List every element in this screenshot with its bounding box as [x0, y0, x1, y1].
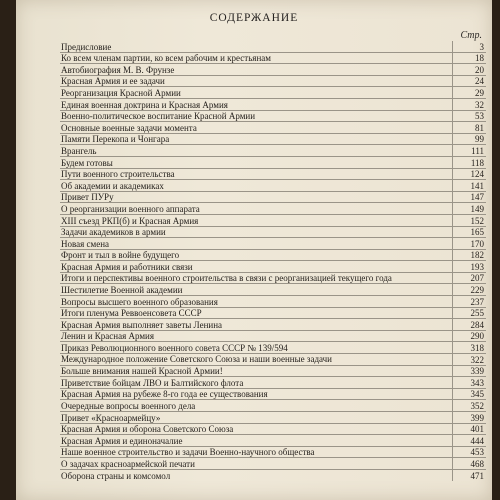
toc-entry-page: 399	[470, 412, 484, 423]
column-divider	[452, 238, 453, 249]
column-divider	[452, 134, 453, 145]
toc-entry	[60, 376, 486, 388]
toc-entry-title: Врангель	[61, 145, 97, 156]
column-divider	[452, 424, 453, 435]
toc-entry-title: Новая смена	[61, 238, 110, 249]
toc-entry-title: Очередные вопросы военного дела	[61, 401, 196, 411]
toc-entry	[60, 133, 486, 145]
toc-entry-title: Приветствие бойцам ЛВО и Балтийского флота	[61, 377, 244, 388]
column-divider	[452, 227, 453, 238]
toc-entry-title: Привет «Красноармейцу»	[61, 412, 161, 423]
toc-entry-page: 24	[475, 76, 484, 87]
toc-entry-title: Вопросы высшего военного образования	[61, 296, 218, 307]
toc-entry-title: Шестилетие Военной академии	[61, 285, 183, 296]
toc-entry-page: 147	[470, 192, 484, 203]
toc-entry	[60, 272, 486, 284]
toc-entry-page: 401	[470, 424, 484, 435]
toc-entry	[60, 330, 486, 342]
column-divider	[452, 284, 453, 295]
column-divider	[452, 389, 453, 400]
toc-entry-title: Красная Армия и ее задачи	[61, 76, 165, 87]
toc-entry-title: Пути военного строительства	[61, 169, 175, 180]
toc-entry	[60, 52, 486, 64]
toc-entry-title: Об академии и академиках	[61, 180, 164, 191]
toc-entry	[60, 179, 486, 191]
toc-entry	[60, 121, 486, 133]
column-divider	[452, 261, 453, 272]
toc-entry-title: Задачи академиков в армии	[61, 227, 166, 238]
toc-entry-page: 53	[475, 111, 484, 122]
column-divider	[452, 308, 453, 319]
toc-entry	[60, 399, 486, 411]
toc-entry-page: 99	[475, 134, 484, 145]
column-divider	[452, 215, 453, 226]
toc-entry-page: 207	[470, 273, 484, 284]
column-divider	[452, 169, 453, 180]
toc-entry-page: 149	[470, 203, 484, 214]
toc-entry-page: 111	[471, 145, 484, 156]
toc-entry-title: Оборона страны и комсомол	[61, 470, 171, 481]
toc-entry	[60, 423, 486, 435]
toc-entry-title: Итоги и перспективы военного строительства в связи с реорганизацией текущего года	[61, 274, 392, 284]
toc-entry-page: 352	[470, 401, 484, 411]
toc-entry	[60, 144, 486, 156]
toc-entry-title: Красная Армия и оборона Советского Союза	[61, 424, 234, 435]
toc-entry	[60, 41, 486, 52]
toc-entry-page: 165	[470, 227, 484, 238]
toc-entry	[60, 341, 486, 353]
column-divider	[452, 342, 453, 353]
toc-entry-title: Больше внимания нашей Красной Армии!	[61, 366, 223, 377]
toc-entry	[60, 156, 486, 168]
column-divider	[452, 41, 453, 52]
toc-entry-title: XIII съезд РКП(б) и Красная Армия	[61, 215, 199, 226]
toc-entry	[60, 191, 486, 203]
toc-entry-page: 32	[475, 99, 484, 110]
toc-entry	[60, 86, 486, 98]
column-divider	[452, 87, 453, 98]
toc-entry-page: 237	[470, 296, 484, 307]
toc-entry-page: 20	[475, 64, 484, 75]
toc-entry	[60, 318, 486, 330]
toc-entry-title: Красная Армия выполняет заветы Ленина	[61, 319, 223, 330]
toc-entry-title: Красная Армия на рубеже 8-го года ее существования	[61, 389, 268, 400]
column-divider	[452, 64, 453, 75]
toc-entry	[60, 295, 486, 307]
toc-entry-title: Ленин и Красная Армия	[61, 331, 155, 342]
toc-entry-page: 3	[479, 41, 484, 52]
toc-entry-page: 193	[470, 261, 484, 272]
toc-entry	[60, 237, 486, 249]
toc-entry-title: О задачах красноармейской печати	[61, 458, 195, 469]
toc-entry-page: 229	[470, 285, 484, 296]
toc-entry	[60, 98, 486, 110]
toc-entry	[60, 63, 486, 75]
column-divider	[452, 273, 453, 284]
toc-entry-page: 453	[470, 447, 484, 458]
page-title: СОДЕРЖАНИЕ	[209, 12, 299, 24]
toc-entry	[60, 75, 486, 87]
toc-entry-title: Наше военное строительство и задачи Военно-научного общества	[61, 447, 315, 457]
toc-entry	[60, 226, 486, 238]
toc-entry-title: Красная Армия и единоначалие	[61, 435, 183, 446]
toc-entry-title: Международное положение Советского Союза и наши военные задачи	[61, 355, 333, 365]
page-column-header: Стр.	[460, 30, 482, 41]
toc-entry	[60, 260, 486, 272]
toc-entry-page: 81	[475, 122, 484, 133]
column-divider	[452, 145, 453, 156]
toc-entry	[60, 457, 486, 469]
toc-entry-page: 322	[470, 354, 484, 365]
toc-entry-page: 284	[470, 319, 484, 330]
column-divider	[452, 470, 453, 481]
toc-entry-page: 345	[470, 389, 484, 400]
toc-entry	[60, 411, 486, 423]
column-divider	[452, 122, 453, 133]
toc-entry-page: 152	[470, 215, 484, 226]
column-divider	[452, 76, 453, 87]
toc-entry-title: Фронт и тыл в войне будущего	[61, 250, 180, 261]
toc-entry	[60, 353, 486, 365]
column-divider	[452, 192, 453, 203]
toc-entry	[60, 283, 486, 295]
column-divider	[452, 400, 453, 411]
column-divider	[452, 319, 453, 330]
toc-entry-title: Военно-политическое воспитание Красной Армии	[61, 111, 256, 122]
toc-entry-title: О реорганизации военного аппарата	[61, 203, 200, 214]
toc-entry-page: 444	[470, 435, 484, 446]
toc-entry-page: 118	[470, 157, 484, 168]
column-divider	[452, 331, 453, 342]
toc-entry	[60, 168, 486, 180]
column-divider	[452, 157, 453, 168]
column-divider	[452, 111, 453, 122]
column-divider	[452, 203, 453, 214]
column-divider	[452, 354, 453, 365]
toc-entry-title: Основные военные задачи момента	[61, 122, 197, 133]
toc-entry-title: Красная Армия и работники связи	[61, 261, 193, 272]
toc-entry	[60, 446, 486, 458]
toc-entry-page: 18	[475, 53, 484, 64]
column-divider	[452, 458, 453, 469]
column-divider	[452, 296, 453, 307]
toc-entry	[60, 365, 486, 377]
book-page	[16, 0, 492, 500]
toc-entry-title: Ко всем членам партии, ко всем рабочим и крестьянам	[61, 53, 271, 64]
toc-entry-page: 29	[475, 87, 484, 98]
toc-entry-page: 318	[470, 343, 484, 354]
column-divider	[452, 377, 453, 388]
toc-entry	[60, 249, 486, 261]
toc-entry	[60, 202, 486, 214]
toc-entry-page: 468	[470, 458, 484, 469]
toc-entry	[60, 110, 486, 122]
column-divider	[452, 447, 453, 458]
toc-entry	[60, 469, 486, 481]
toc-entry-page: 343	[470, 377, 484, 388]
column-divider	[452, 366, 453, 377]
toc-entry-title: Будем готовы	[61, 157, 113, 168]
table-of-contents	[60, 41, 486, 481]
toc-entry-title: Приказ Революционного военного совета СССР № 139/594	[61, 343, 288, 354]
column-divider	[452, 435, 453, 446]
toc-entry-page: 124	[470, 169, 484, 180]
toc-entry	[60, 434, 486, 446]
toc-entry-page: 170	[470, 238, 484, 249]
column-divider	[452, 180, 453, 191]
toc-entry-title: Автобиография М. В. Фрунзе	[61, 64, 175, 75]
toc-entry-page: 182	[470, 250, 484, 261]
toc-entry-title: Реорганизация Красной Армии	[61, 87, 181, 98]
toc-entry-title: Итоги пленума Реввоенсовета СССР	[61, 308, 202, 319]
toc-entry	[60, 388, 486, 400]
toc-entry	[60, 307, 486, 319]
column-divider	[452, 412, 453, 423]
toc-entry-page: 339	[470, 366, 484, 377]
column-divider	[452, 99, 453, 110]
toc-entry-page: 141	[470, 180, 484, 191]
toc-entry-page: 255	[470, 308, 484, 319]
toc-entry-title: Единая военная доктрина и Красная Армия	[61, 99, 228, 110]
toc-entry-title: Памяти Перекопа и Чонгара	[61, 134, 170, 145]
toc-entry-title: Привет ПУРу	[61, 192, 114, 203]
toc-entry-page: 471	[470, 470, 484, 481]
toc-entry	[60, 214, 486, 226]
toc-entry-title: Предисловие	[61, 41, 112, 52]
column-divider	[452, 53, 453, 64]
toc-entry-page: 290	[470, 331, 484, 342]
column-divider	[452, 250, 453, 261]
